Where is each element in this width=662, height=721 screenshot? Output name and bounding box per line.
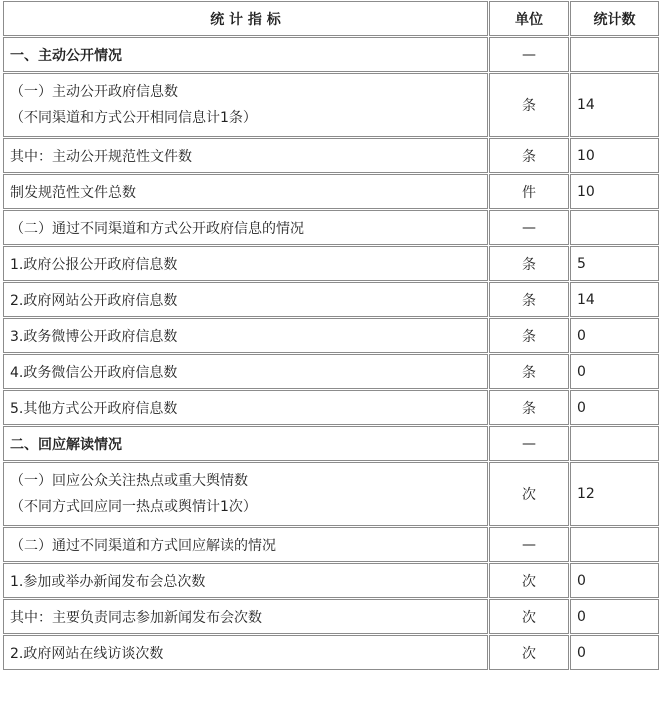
row-label: 其中：主动公开规范性文件数 [10,148,192,165]
row-value: 0 [570,354,659,389]
row-label: 二、回应解读情况 [10,436,122,453]
table-row [3,563,659,598]
table-row [3,73,659,137]
row-indicator [3,563,488,598]
row-indicator [3,354,488,389]
table-row [3,390,659,425]
row-indicator [3,527,488,562]
row-value: 0 [570,390,659,425]
row-value [570,37,659,72]
row-value: 14 [570,282,659,317]
row-unit: 条 [489,138,569,173]
row-unit: 条 [489,318,569,353]
row-indicator [3,37,488,72]
table-row [3,527,659,562]
row-value: 10 [570,138,659,173]
table-row [3,138,659,173]
header-indicator: 统 计 指 标 [3,1,488,36]
row-label: 5.其他方式公开政府信息数 [10,400,178,417]
table-row [3,210,659,245]
statistics-table-container [2,0,660,671]
table-row [3,282,659,317]
table-header-row [3,1,659,36]
row-unit: 件 [489,174,569,209]
table-row [3,246,659,281]
row-label-note: （不同方式回应同一热点或舆情计1次） [10,499,257,515]
table-row [3,599,659,634]
row-indicator [3,426,488,461]
row-value: 0 [570,599,659,634]
table-row [3,354,659,389]
row-label: （一）回应公众关注热点或重大舆情数 [10,473,248,489]
row-indicator [3,390,488,425]
row-indicator [3,138,488,173]
row-unit: 次 [489,635,569,670]
row-value [570,527,659,562]
row-value: 0 [570,563,659,598]
row-label: 2.政府网站在线访谈次数 [10,645,164,662]
row-indicator [3,246,488,281]
header-unit: 单位 [489,1,569,36]
row-label-note: （不同渠道和方式公开相同信息计1条） [10,110,257,126]
row-unit: — [489,210,569,245]
row-label: 1.参加或举办新闻发布会总次数 [10,573,206,590]
table-row [3,426,659,461]
row-indicator [3,73,488,137]
row-value: 10 [570,174,659,209]
row-value: 14 [570,73,659,137]
table-body [3,37,659,670]
row-unit: 条 [489,73,569,137]
table-row [3,37,659,72]
row-label: 2.政府网站公开政府信息数 [10,292,178,309]
row-label: 4.政务微信公开政府信息数 [10,364,178,381]
row-label: 3.政务微博公开政府信息数 [10,328,178,345]
row-value: 5 [570,246,659,281]
row-indicator [3,318,488,353]
row-unit: 次 [489,563,569,598]
row-unit: — [489,527,569,562]
row-label: 一、主动公开情况 [10,47,122,64]
row-unit: 条 [489,354,569,389]
row-unit: 次 [489,599,569,634]
row-label: 1.政府公报公开政府信息数 [10,256,178,273]
row-indicator [3,635,488,670]
row-indicator [3,599,488,634]
row-unit: 条 [489,390,569,425]
row-unit: — [489,37,569,72]
row-indicator [3,174,488,209]
row-label: 其中：主要负责同志参加新闻发布会次数 [10,609,262,626]
row-indicator [3,282,488,317]
row-label: （二）通过不同渠道和方式回应解读的情况 [10,537,276,554]
row-value [570,210,659,245]
table-row [3,462,659,526]
row-value [570,426,659,461]
row-value: 0 [570,635,659,670]
row-unit: 条 [489,246,569,281]
row-label: （一）主动公开政府信息数 [10,84,178,100]
row-label: 制发规范性文件总数 [10,184,136,201]
row-value: 0 [570,318,659,353]
table-row [3,318,659,353]
row-indicator [3,462,488,526]
row-unit: — [489,426,569,461]
row-unit: 次 [489,462,569,526]
table-row [3,635,659,670]
row-unit: 条 [489,282,569,317]
row-value: 12 [570,462,659,526]
row-indicator [3,210,488,245]
table-row [3,174,659,209]
statistics-table [2,0,660,671]
row-label: （二）通过不同渠道和方式公开政府信息的情况 [10,220,304,237]
header-count: 统计数 [570,1,659,36]
